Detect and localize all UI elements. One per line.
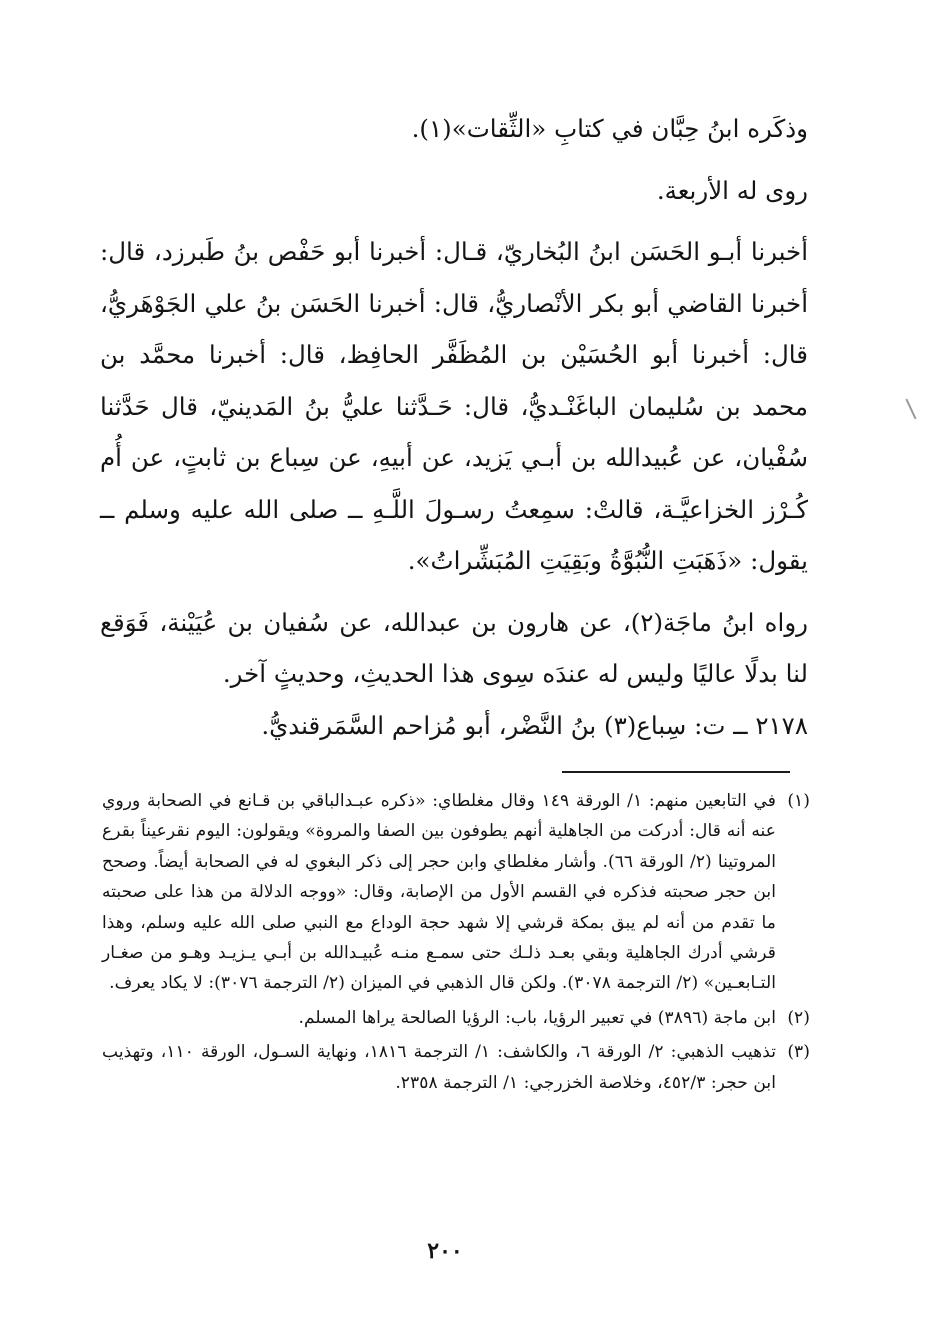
footnote-text: في التابعين منهم: ١/ الورقة ١٤٩ وقال مغلطاي: «ذكره عبـدالباقي بن قـانع في الصحابة وروي عنه أنه قال: أدركت من الجاهلية أنهم يطوفون بين الصفا والمروة» ويقولون: اليوم نقرعيناً بقرع المروتينا (٢/ الورقة ٦٦). وأشار مغلطاي وابن حجر إلى ذكر البغوي له في الصحابة أيضاً. وصحح ابن حجر صحبته فذكره في القسم الأول من الإصابة، وقال: «ووجه الدلالة من هذا على صحبته ما تقدم من أنه لم يبق بمكة قرشي إلا شهد حجة الوداع مع النبي صلى الله عليه وسلم، وهذا قرشي أدرك الجاهلية وبقي بعـد ذلـك حتى سمـع منـه عُبيـدالله بن أبـي يـزيـد وهـو من صغـار التـابعـين» (٢/ الترجمة ٣٠٧٨). ولكن قال الذهبي في الميزان (٢/ الترجمة ٣٠٧٦): لا يكاد يعرف.: [102, 791, 776, 994]
footnotes: [102, 786, 810, 1098]
footnote-3: [102, 1037, 810, 1098]
footnote-2: [102, 1003, 810, 1033]
margin-mark: [905, 399, 916, 420]
main-text: [100, 103, 808, 751]
paragraph-thiqat-mention: وذكَره ابنُ حِبَّان في كتابِ «الثِّقات»(١).: [411, 114, 808, 143]
footnote-text: ابن ماجة (٣٨٩٦) في تعبير الرؤيا، باب: الرؤيا الصالحة يراها المسلم.: [298, 1007, 776, 1028]
paragraph-hadith-chain: أخبرنا أبـو الحَسَن ابنُ البُخاريّ، قـال: أخبرنا أبو حَفْص بنُ طَبرزد، قال: أخبرنا القاضي أبو بكر الأنْصاريُّ، قال: أخبرنا الحَسَن بنُ علي الجَوْهَريُّ، قال: أخبرنا أبو الحُسَيْن بن المُظَفَّر الحافِظ، قال: أخبرنا محمَّد بن محمد بن سُليمان الباغَنْـديُّ، قال: حَـدَّثنا عليُّ بنُ المَدينيّ، قال حَدَّثنا سُفْيان، عن عُبيدالله بن أبـي يَزيد، عن أبيهِ، عن سِباع بن ثابتٍ، عن أُم كُـرْز الخزاعيَّـة، قالتْ: سمِعتُ رسـولَ اللَّـهِ ــ صلى الله عليه وسلم ــ يقول: «ذَهَبَتِ النُّبُوَّةُ وبَقِيَتِ المُبَشِّراتُ».: [100, 237, 808, 575]
footnote-number: (٣): [787, 1042, 810, 1063]
footnote-text: تذهيب الذهبي: ٢/ الورقة ٦، والكاشف: ١/ الترجمة ١٨١٦، ونهاية السـول، الورقة ١١٠، وتهذيب ابن حجر: ٤٥٢/٣، وخلاصة الخزرجي: ١/ الترجمة ٢٣٥٨.: [102, 1042, 777, 1093]
paragraph-ibn-majah: رواه ابنُ ماجَة(٢)، عن هارون بن عبدالله، عن سُفيان بن عُيَيْنة، فَوَقع لنا بدلًا عاليًا وليس له عندَه سِوى هذا الحديثِ، وحديثٍ آخر.: [100, 607, 808, 688]
entry-heading: ٢١٧٨ ــ ت: سِباع(٣) بنُ النَّضْر، أبو مُزاحم السَّمَرقنديُّ.: [261, 710, 808, 740]
footnote-1: [102, 786, 810, 999]
footnote-divider: [562, 771, 790, 773]
page-number: ٢٠٠: [427, 1238, 463, 1264]
footnote-number: (٢): [787, 1007, 810, 1028]
footnote-number: (١): [787, 791, 810, 811]
paragraph-narrators: روى له الأربعة.: [656, 175, 808, 205]
